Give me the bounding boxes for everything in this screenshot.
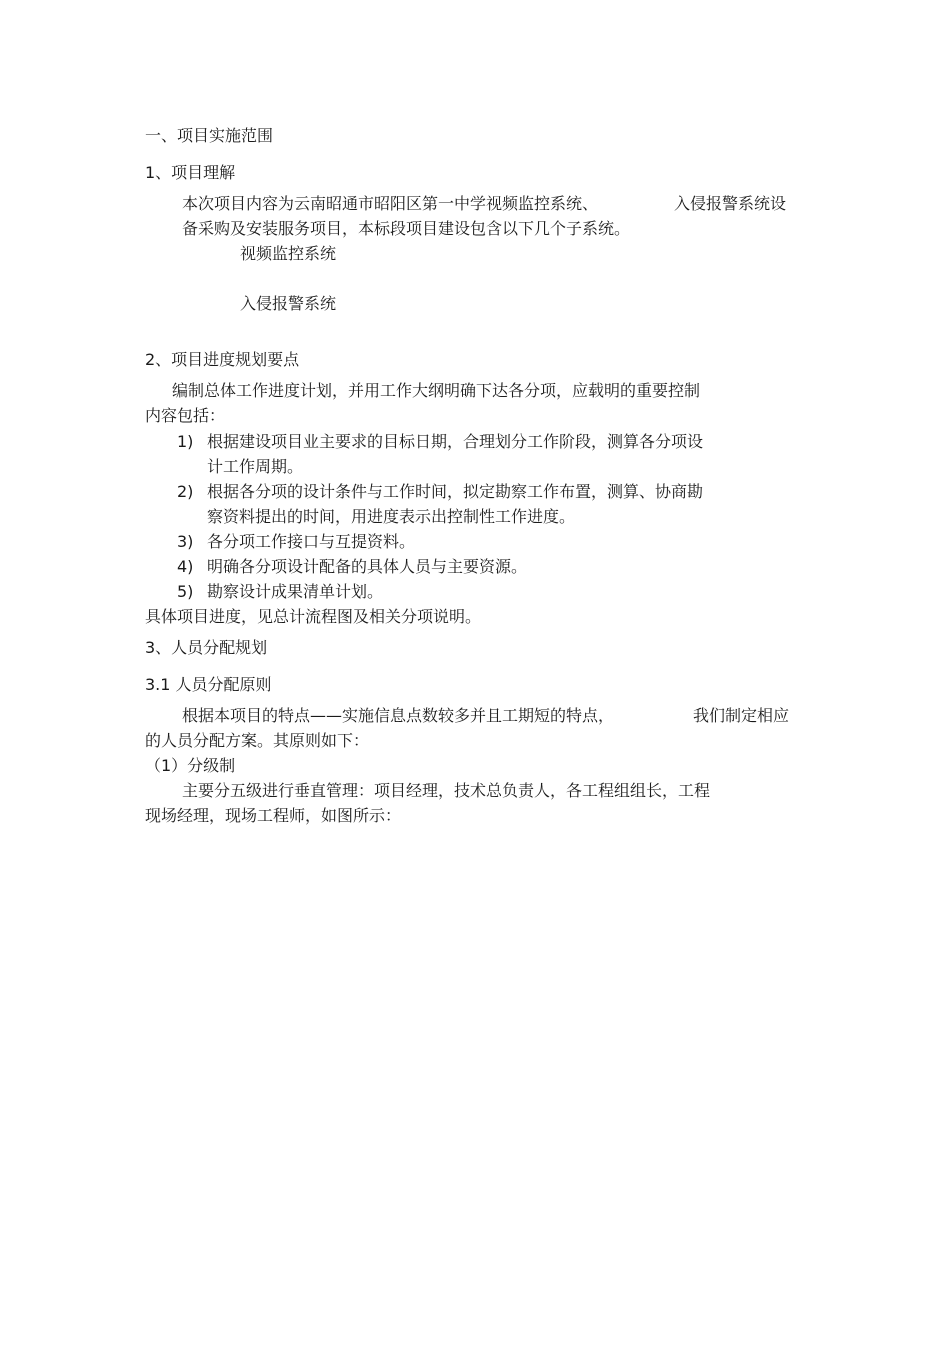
- subsection-heading-3: 3、人员分配规划: [145, 638, 268, 657]
- paragraph-line: 入侵报警系统设: [674, 194, 787, 213]
- list-number: 4): [177, 557, 194, 576]
- paragraph-line: 具体项目进度，见总计流程图及相关分项说明。: [145, 607, 482, 626]
- paragraph-line: 的人员分配方案。其原则如下：: [145, 731, 370, 750]
- list-item-text: 明确各分项设计配备的具体人员与主要资源。: [207, 557, 528, 576]
- list-number: 1): [177, 432, 194, 451]
- sub-heading: （1）分级制: [145, 756, 236, 775]
- list-item-text: 察资料提出的时间，用进度表示出控制性工作进度。: [207, 507, 576, 526]
- subsection-heading-2: 2、项目进度规划要点: [145, 350, 300, 369]
- list-item-text: 勘察设计成果清单计划。: [207, 582, 384, 601]
- list-item-text: 根据各分项的设计条件与工作时间，拟定勘察工作布置，测算、协商勘: [207, 482, 704, 501]
- paragraph-line: 内容包括：: [145, 406, 226, 425]
- list-item-text: 计工作周期。: [207, 457, 304, 476]
- list-number: 2): [177, 482, 194, 501]
- subsection-heading-3-1: 3.1 人员分配原则: [145, 675, 272, 694]
- list-number: 3): [177, 532, 194, 551]
- paragraph-line: 根据本项目的特点——实施信息点数较多并且工期短的特点，: [182, 706, 615, 725]
- subsection-heading-1: 1、项目理解: [145, 163, 236, 182]
- list-number: 5): [177, 582, 194, 601]
- paragraph-line: 主要分五级进行垂直管理：项目经理，技术总负责人，各工程组组长，工程: [182, 781, 711, 800]
- paragraph-line: 本次项目内容为云南昭通市昭阳区第一中学视频监控系统、: [182, 194, 599, 213]
- list-item-text: 根据建设项目业主要求的目标日期，合理划分工作阶段，测算各分项设: [207, 432, 704, 451]
- section-heading: 一、项目实施范围: [145, 126, 274, 145]
- paragraph-line: 我们制定相应: [693, 706, 790, 725]
- subsystem-item: 视频监控系统: [240, 244, 337, 263]
- paragraph-line: 现场经理，现场工程师，如图所示：: [145, 806, 402, 825]
- paragraph-line: 备采购及安装服务项目，本标段项目建设包含以下几个子系统。: [182, 219, 631, 238]
- list-item-text: 各分项工作接口与互提资料。: [207, 532, 416, 551]
- subsystem-item: 入侵报警系统: [240, 294, 337, 313]
- paragraph-line: 编制总体工作进度计划，并用工作大纲明确下达各分项，应载明的重要控制: [172, 381, 701, 400]
